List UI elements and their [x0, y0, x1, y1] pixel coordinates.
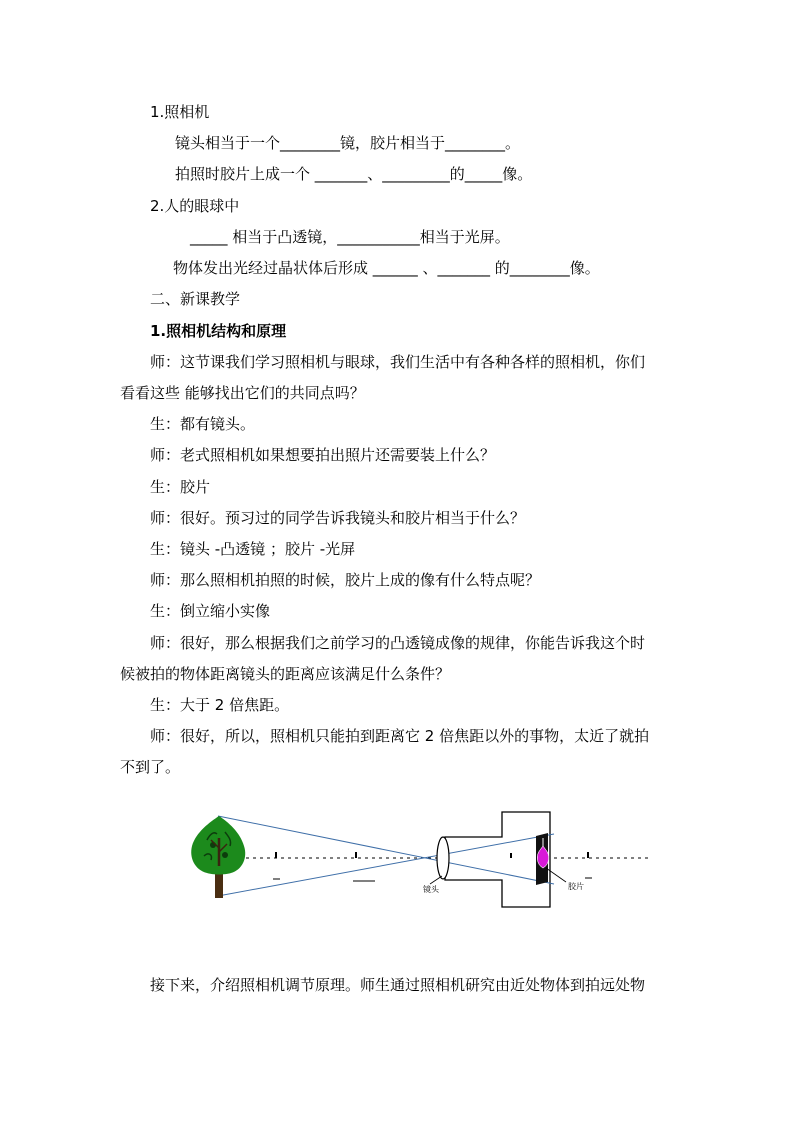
convex-lens: [437, 837, 449, 879]
tree-object: [191, 816, 245, 898]
teacher-line-5a: 师：很好，那么根据我们之前学习的凸透镜成像的规律，你能告诉我这个时: [150, 634, 646, 652]
camera-diagram: [180, 800, 660, 915]
teacher-line-1b: 看看这些 能够找出它们的共同点吗？: [120, 384, 365, 402]
student-answer-2: 生：胶片: [150, 478, 211, 496]
section-2-line-1: _____ 相当于凸透镜，___________相当于光屏。: [190, 228, 510, 246]
section-1-line-2: 拍照时胶片上成一个 _______、_________的_____像。: [175, 165, 533, 183]
next-paragraph: 接下来，介绍照相机调节原理。师生通过照相机研究由近处物体到拍远处物: [150, 976, 646, 994]
teacher-line-6a: 师：很好，所以，照相机只能拍到距离它 2 倍焦距以外的事物，太近了就拍: [150, 727, 650, 745]
teacher-line-1a: 师：这节课我们学习照相机与眼球，我们生活中有各种各样的照相机，你们: [150, 353, 646, 371]
lens-label: 镜头: [423, 885, 439, 894]
section-1-line-1: 镜头相当于一个________镜，胶片相当于________。: [175, 134, 521, 152]
student-answer-4: 生：倒立缩小实像: [150, 602, 271, 620]
section-2-title: 2.人的眼球中: [150, 197, 240, 215]
lens-callout: [430, 876, 442, 884]
teacher-line-4: 师：那么照相机拍照的时候，胶片上成的像有什么特点呢？: [150, 571, 541, 589]
student-answer-5: 生：大于 2 倍焦距。: [150, 696, 290, 714]
teacher-line-2: 师：老式照相机如果想要拍出照片还需要装上什么？: [150, 446, 496, 464]
teacher-line-6b: 不到了。: [120, 758, 181, 776]
teacher-line-3: 师：很好。预习过的同学告诉我镜头和胶片相当于什么？: [150, 509, 526, 527]
student-answer-1: 生：都有镜头。: [150, 415, 256, 433]
section-2-line-2: 物体发出光经过晶状体后形成 ______ 、_______ 的________像。: [173, 259, 600, 277]
section-1-title: 1.照相机: [150, 103, 210, 121]
camera-body: [445, 812, 550, 907]
part-2-heading: 二、新课教学: [150, 290, 241, 308]
teacher-line-5b: 候被拍的物体距离镜头的距离应该满足什么条件？: [120, 665, 451, 683]
sub-heading: 1.照相机结构和原理: [150, 322, 287, 340]
student-answer-3: 生：镜头 -凸透镜 ；胶片 -光屏: [150, 540, 356, 558]
film-label: 胶片: [568, 882, 584, 891]
